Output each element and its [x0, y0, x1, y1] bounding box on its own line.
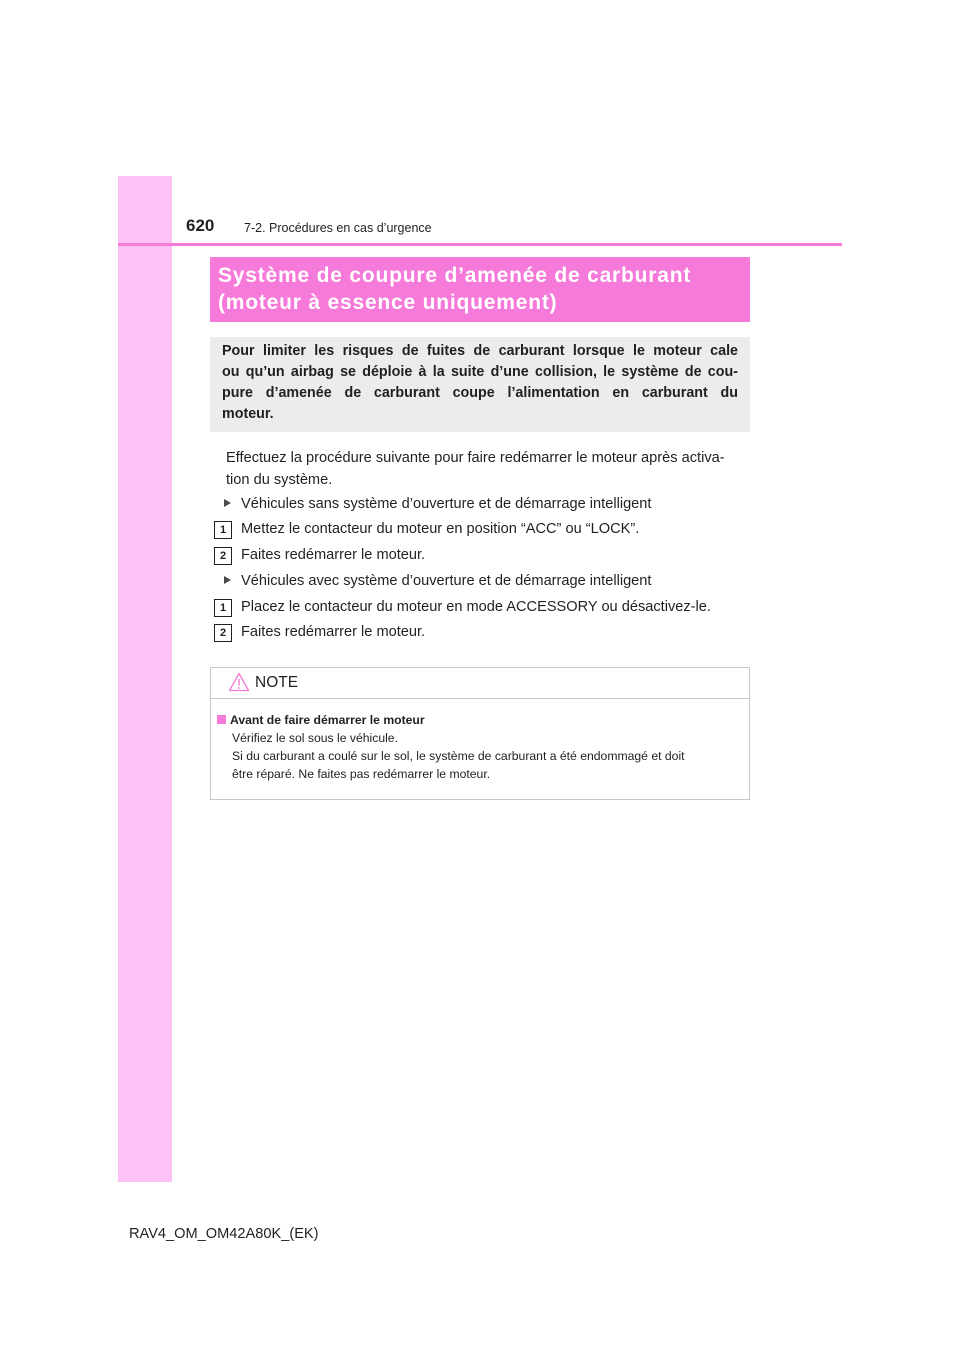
note-line: Si du carburant a coulé sur le sol, le système de carburant a été endommagé et doit — [232, 749, 685, 763]
step-text: Placez le contacteur du moteur en mode ACCESSORY ou désactivez-le. — [241, 599, 711, 615]
step-row — [214, 597, 711, 617]
side-color-band — [118, 176, 172, 1182]
note-line: être réparé. Ne faites pas redémarrer le moteur. — [232, 767, 491, 781]
bullet-triangle-icon — [224, 576, 231, 584]
note-heading-text: Avant de faire démarrer le moteur — [230, 713, 425, 727]
step-number-badge: 2 — [214, 624, 232, 642]
title-box — [210, 257, 750, 322]
note-label: NOTE — [255, 674, 299, 691]
body-paragraph-line: tion du système. — [226, 472, 333, 488]
body-paragraph-line: Effectuez la procédure suivante pour faire redémarrer le moteur après activa- — [226, 450, 725, 466]
intro-box — [210, 337, 750, 432]
intro-line: pure d’amenée de carburant coupe l’alimentation en carburant du — [222, 385, 738, 401]
footer-code: RAV4_OM_OM42A80K_(EK) — [129, 1226, 319, 1242]
note-body — [211, 699, 749, 783]
page-number: 620 — [186, 216, 215, 235]
step-row — [214, 622, 425, 642]
square-bullet-icon — [217, 715, 226, 724]
step-text: Mettez le contacteur du moteur en position “ACC” ou “LOCK”. — [241, 521, 640, 537]
step-text: Faites redémarrer le moteur. — [241, 547, 426, 563]
step-number-badge: 2 — [214, 547, 232, 565]
step-number-badge: 1 — [214, 599, 232, 617]
note-box — [210, 667, 750, 800]
subsection-heading-text: Véhicules sans système d’ouverture et de démarrage intelligent — [241, 496, 652, 512]
title-line-2: (moteur à essence uniquement) — [218, 291, 558, 314]
subsection-heading-text: Véhicules avec système d’ouverture et de démarrage intelligent — [241, 573, 652, 589]
note-header — [211, 668, 749, 699]
note-line: Vérifiez le sol sous le véhicule. — [232, 731, 398, 745]
warning-triangle-icon — [228, 672, 250, 692]
title-line-1: Système de coupure d’amenée de carburant — [218, 264, 692, 287]
subsection-heading — [224, 570, 651, 592]
subsection-heading — [224, 493, 651, 515]
section-title: 7-2. Procédures en cas d’urgence — [244, 221, 432, 235]
step-row — [214, 545, 425, 565]
step-text: Faites redémarrer le moteur. — [241, 624, 426, 640]
intro-line: ou qu’un airbag se déploie à la suite d’une collision, le système de cou- — [222, 364, 738, 380]
note-heading — [217, 711, 741, 729]
step-number-badge: 1 — [214, 521, 232, 539]
intro-line: Pour limiter les risques de fuites de carburant lorsque le moteur cale — [222, 343, 738, 359]
step-row — [214, 519, 639, 539]
header-rule — [118, 243, 842, 246]
intro-line: moteur. — [222, 406, 274, 422]
bullet-triangle-icon — [224, 499, 231, 507]
